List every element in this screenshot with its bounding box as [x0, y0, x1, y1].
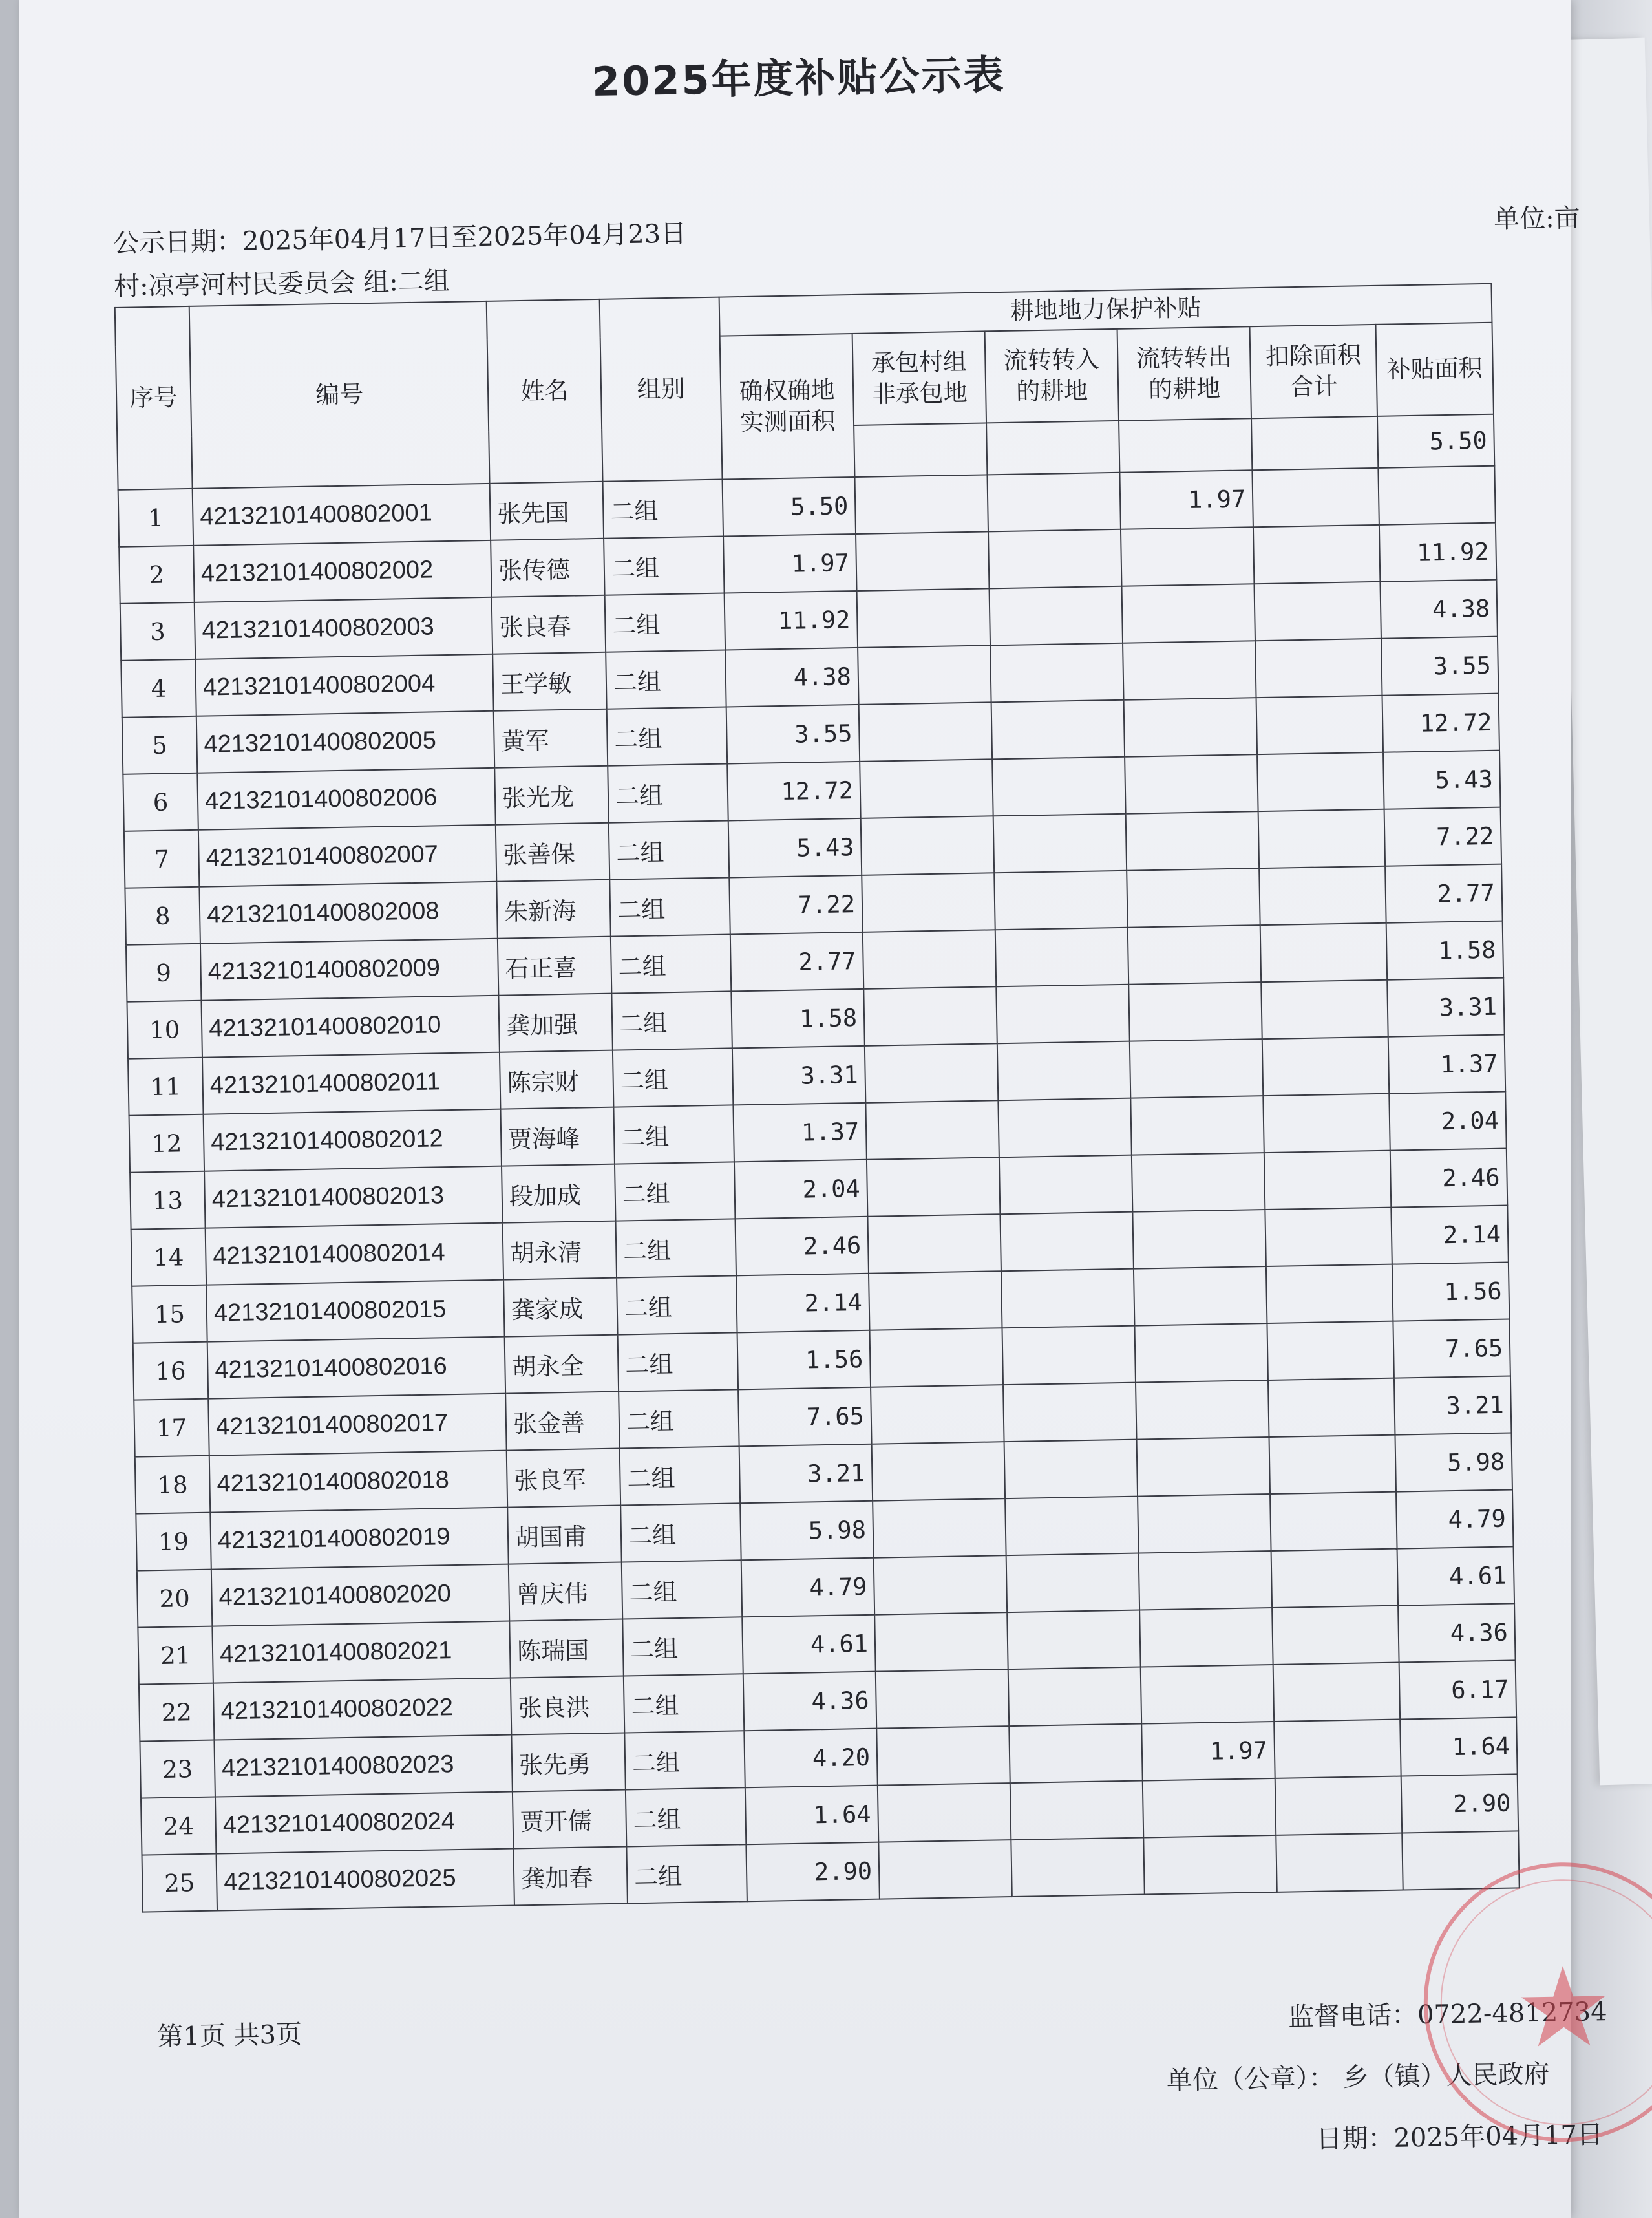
col-name-header: 姓名 [487, 299, 603, 484]
group-cell: 二组 [604, 537, 725, 595]
subsidy-table [114, 283, 1520, 1913]
subsidy-area-cell: 12.72 [1382, 694, 1500, 752]
transfer-out-cell [1132, 1210, 1266, 1269]
subsidy-area-cell [1378, 466, 1496, 525]
group-cell: 二组 [608, 763, 728, 822]
non-contract-cell [874, 1612, 1008, 1672]
seq-cell: 16 [133, 1342, 209, 1400]
subsidy-area-cell: 3.55 [1381, 637, 1499, 696]
group-cell: 二组 [620, 1503, 741, 1562]
seq-cell: 2 [119, 546, 195, 604]
empty-cell [1251, 416, 1378, 470]
measured-area-cell: 1.64 [745, 1786, 879, 1845]
transfer-in-cell [997, 1041, 1131, 1101]
code-cell: 42132101400802009 [200, 939, 498, 1001]
non-contract-cell [860, 759, 993, 818]
seq-cell: 12 [129, 1114, 205, 1173]
section-header: 耕地地力保护补贴 [719, 284, 1492, 336]
transfer-in-cell [998, 1098, 1132, 1158]
measured-area-cell: 2.77 [730, 932, 864, 992]
group-cell: 二组 [626, 1844, 747, 1903]
empty-cell [1119, 418, 1252, 473]
deduction-cell [1272, 1606, 1399, 1665]
measured-area-cell: 2.46 [735, 1217, 869, 1276]
name-cell: 贾开儒 [513, 1789, 627, 1848]
transfer-in-cell [990, 643, 1124, 703]
group-cell: 二组 [605, 593, 726, 652]
deduction-cell [1253, 525, 1381, 584]
seq-cell: 9 [126, 944, 202, 1002]
subsidy-area-cell: 1.37 [1388, 1035, 1506, 1094]
deduction-cell [1268, 1378, 1395, 1437]
star-icon: ★ [1513, 1943, 1614, 2073]
code-cell: 42132101400802020 [211, 1564, 509, 1626]
col-deduction-header: 扣除面积合计 [1250, 325, 1377, 418]
non-contract-cell [874, 1555, 1008, 1615]
transfer-out-cell [1121, 527, 1255, 586]
code-cell: 42132101400802013 [204, 1166, 502, 1228]
subsidy-area-cell: 2.77 [1385, 864, 1503, 923]
group-cell: 二组 [619, 1389, 739, 1448]
non-contract-cell [876, 1726, 1010, 1786]
non-contract-cell [878, 1840, 1012, 1899]
measured-area-cell: 11.92 [725, 591, 858, 650]
unit-label: 单位:亩 [1493, 203, 1581, 235]
non-contract-cell [872, 1442, 1006, 1501]
seq-cell: 22 [139, 1683, 215, 1742]
transfer-out-cell [1124, 698, 1258, 757]
subsidy-area-cell: 3.21 [1394, 1376, 1512, 1434]
name-cell: 张良军 [507, 1449, 621, 1508]
code-cell: 42132101400802023 [214, 1735, 512, 1797]
transfer-out-cell: 1.97 [1141, 1722, 1275, 1781]
deduction-cell [1270, 1492, 1397, 1551]
table-body [118, 466, 1520, 1912]
transfer-in-cell [999, 1155, 1133, 1215]
name-cell: 胡国甫 [507, 1506, 622, 1564]
seq-cell: 24 [141, 1797, 217, 1855]
seq-cell: 4 [121, 659, 196, 718]
subsidy-area-cell: 2.90 [1401, 1774, 1519, 1833]
non-contract-cell [859, 702, 993, 762]
transfer-in-cell [990, 586, 1123, 646]
group-cell: 二组 [613, 1105, 734, 1164]
code-cell: 42132101400802001 [193, 484, 491, 546]
subsidy-area-cell: 7.22 [1384, 807, 1502, 866]
transfer-out-cell [1127, 868, 1260, 928]
group-cell: 二组 [611, 991, 732, 1050]
subsidy-area-cell: 4.38 [1380, 580, 1498, 639]
seq-cell: 23 [140, 1740, 215, 1798]
measured-area-cell: 3.21 [739, 1444, 873, 1504]
seq-cell: 15 [132, 1285, 207, 1343]
transfer-out-cell [1134, 1323, 1268, 1383]
transfer-out-cell: 1.97 [1119, 470, 1253, 529]
col-group-header: 组别 [600, 297, 723, 482]
name-cell: 段加成 [502, 1164, 616, 1223]
col-transfer-in-header: 流转转入的耕地 [985, 329, 1119, 423]
group-cell: 二组 [626, 1787, 747, 1846]
transfer-in-cell [1010, 1781, 1144, 1840]
subsidy-area-cell: 6.17 [1399, 1660, 1517, 1719]
seq-cell: 19 [136, 1513, 211, 1571]
name-cell: 龚加强 [498, 994, 613, 1052]
deduction-cell [1261, 980, 1388, 1039]
transfer-in-cell [992, 757, 1126, 816]
non-contract-cell [871, 1385, 1004, 1444]
subsidy-area-cell: 4.61 [1397, 1546, 1515, 1605]
measured-area-cell: 2.04 [734, 1160, 868, 1219]
non-contract-cell [873, 1498, 1006, 1558]
transfer-in-cell [996, 985, 1130, 1044]
subsidy-area-cell: 1.64 [1400, 1717, 1518, 1776]
code-cell: 42132101400802015 [206, 1280, 504, 1342]
non-contract-cell [861, 816, 995, 875]
transfer-in-cell [1007, 1610, 1141, 1670]
document-title: 2025年度补贴公示表 [591, 50, 1006, 105]
deduction-cell [1274, 1720, 1401, 1778]
code-cell: 42132101400802011 [202, 1052, 500, 1114]
group-cell: 二组 [622, 1617, 743, 1676]
transfer-in-cell [995, 928, 1129, 987]
deduction-cell [1273, 1663, 1401, 1722]
seq-cell: 10 [127, 1001, 202, 1059]
code-cell: 42132101400802019 [210, 1508, 508, 1570]
non-contract-cell [857, 588, 991, 648]
subsidy-area-cell: 2.04 [1389, 1092, 1507, 1151]
measured-area-cell: 4.36 [743, 1672, 877, 1731]
name-cell: 张良春 [492, 595, 606, 654]
non-contract-cell [856, 531, 990, 591]
non-contract-cell [870, 1328, 1004, 1387]
group-cell: 二组 [622, 1560, 743, 1619]
deduction-cell [1265, 1208, 1392, 1266]
name-cell: 龚加春 [513, 1846, 628, 1905]
deduction-cell [1271, 1549, 1399, 1608]
transfer-out-cell [1137, 1437, 1271, 1497]
name-cell: 陈宗财 [500, 1050, 614, 1109]
group-cell: 二组 [607, 707, 728, 766]
deduction-cell [1276, 1833, 1403, 1892]
group-cell: 二组 [613, 1048, 734, 1107]
transfer-out-cell [1121, 584, 1255, 643]
subsidy-area-cell: 7.65 [1393, 1319, 1510, 1378]
measured-area-cell: 4.61 [742, 1615, 876, 1674]
name-cell: 张善保 [496, 823, 610, 882]
code-cell: 42132101400802010 [201, 996, 499, 1058]
transfer-out-cell [1128, 982, 1262, 1041]
group-cell: 二组 [616, 1219, 737, 1277]
measured-area-cell: 1.37 [733, 1103, 867, 1162]
code-cell: 42132101400802025 [217, 1849, 514, 1911]
transfer-out-cell [1143, 1778, 1276, 1838]
subsidy-area-cell: 1.56 [1392, 1263, 1510, 1321]
col-seq-header: 序号 [115, 306, 193, 490]
group-cell: 二组 [609, 877, 730, 936]
deduction-cell [1260, 923, 1388, 982]
measured-area-cell: 2.90 [746, 1842, 880, 1902]
transfer-out-cell [1139, 1551, 1273, 1610]
non-contract-cell [858, 645, 991, 705]
name-cell: 胡永清 [503, 1221, 617, 1280]
deduction-cell [1275, 1776, 1403, 1835]
subsidy-area-cell: 3.31 [1387, 978, 1505, 1037]
subsidy-area-cell: 11.92 [1379, 523, 1497, 582]
subsidy-area-cell: 4.36 [1398, 1603, 1516, 1662]
seq-cell: 3 [120, 602, 196, 661]
table-header [115, 284, 1495, 490]
measured-area-cell: 7.22 [729, 875, 863, 935]
transfer-in-cell [1006, 1553, 1140, 1613]
transfer-out-cell [1130, 1039, 1264, 1098]
measured-area-cell: 5.98 [740, 1501, 874, 1561]
code-cell: 42132101400802018 [209, 1451, 507, 1513]
empty-cell [854, 423, 987, 477]
name-cell: 张先勇 [511, 1733, 626, 1791]
subsidy-area-cell: 2.46 [1390, 1149, 1508, 1208]
name-cell: 龚家成 [503, 1278, 618, 1337]
non-contract-cell [862, 873, 995, 932]
code-cell: 42132101400802022 [213, 1678, 511, 1740]
group-cell: 二组 [606, 650, 726, 709]
seq-cell: 8 [125, 887, 200, 945]
measured-area-cell: 5.43 [728, 818, 862, 878]
transfer-out-cell [1128, 925, 1262, 985]
seq-cell: 18 [135, 1456, 211, 1514]
group-cell: 二组 [615, 1162, 736, 1221]
non-contract-cell [863, 930, 997, 989]
transfer-out-cell [1132, 1153, 1265, 1212]
transfer-out-cell [1139, 1608, 1273, 1667]
seq-cell: 11 [128, 1058, 204, 1116]
transfer-in-cell [987, 473, 1121, 532]
measured-area-cell: 7.65 [738, 1387, 872, 1447]
official-seal [1421, 1860, 1652, 2144]
transfer-in-cell [988, 529, 1122, 589]
seq-cell: 7 [124, 830, 200, 888]
transfer-in-cell [1003, 1383, 1137, 1442]
seq-cell: 1 [118, 489, 194, 547]
non-contract-cell [865, 1043, 999, 1103]
transfer-in-cell [994, 871, 1128, 930]
page-indicator: 第1页 共3页 [157, 2020, 302, 2053]
deduction-cell [1259, 866, 1386, 925]
transfer-out-cell [1143, 1835, 1277, 1895]
name-cell: 曾庆伟 [509, 1562, 623, 1621]
transfer-out-cell [1125, 754, 1258, 814]
deduction-cell [1254, 582, 1381, 641]
non-contract-cell [869, 1271, 1002, 1330]
transfer-in-cell [1005, 1497, 1139, 1556]
code-cell: 42132101400802016 [207, 1337, 505, 1399]
group-cell: 二组 [617, 1275, 737, 1334]
village-group-label: 村:凉亭河村民委员会 组:二组 [113, 266, 450, 302]
non-contract-cell [854, 475, 988, 534]
publish-date-range: 公示日期：2025年04月17日至2025年04月23日 [112, 219, 687, 259]
group-cell: 二组 [624, 1674, 745, 1733]
transfer-out-cell [1130, 1096, 1264, 1155]
deduction-cell [1252, 468, 1379, 527]
name-cell: 贾海峰 [500, 1107, 615, 1166]
non-contract-cell [867, 1157, 1001, 1217]
col-subsidy-area-header: 补贴面积 [1375, 323, 1493, 416]
measured-area-cell: 4.38 [725, 648, 859, 707]
seq-cell: 14 [131, 1228, 207, 1286]
group-cell: 二组 [624, 1731, 745, 1789]
name-cell: 张光龙 [494, 766, 609, 825]
name-cell: 张金善 [505, 1392, 620, 1451]
measured-area-cell: 3.55 [726, 705, 860, 764]
seq-cell: 20 [137, 1570, 213, 1628]
subsidy-area-cell: 5.43 [1383, 751, 1501, 809]
transfer-in-cell [1004, 1440, 1138, 1499]
measured-area-cell: 4.79 [741, 1558, 875, 1617]
seq-cell: 25 [142, 1854, 218, 1912]
seq-cell: 21 [138, 1626, 213, 1685]
deduction-cell [1258, 809, 1386, 868]
transfer-in-cell [1009, 1724, 1143, 1784]
name-cell: 王学敏 [492, 652, 607, 711]
seq-cell: 5 [122, 716, 198, 774]
transfer-out-cell [1136, 1380, 1269, 1440]
subsidy-area-cell: 2.14 [1391, 1206, 1509, 1264]
col-transfer-out-header: 流转转出的耕地 [1117, 326, 1251, 421]
code-cell: 42132101400802012 [204, 1109, 502, 1171]
group-cell: 二组 [620, 1446, 741, 1505]
subsidy-area-cell: 5.98 [1395, 1433, 1512, 1491]
transfer-out-cell [1134, 1266, 1267, 1326]
measured-area-cell: 1.97 [723, 534, 857, 593]
deduction-cell [1257, 752, 1384, 811]
non-contract-cell [878, 1783, 1011, 1842]
subsidy-area-cell: 4.79 [1396, 1489, 1514, 1548]
name-cell: 黄军 [494, 709, 608, 768]
code-cell: 42132101400802017 [208, 1394, 506, 1456]
deduction-cell [1255, 639, 1382, 698]
group-cell: 二组 [611, 934, 732, 993]
deduction-cell [1267, 1321, 1394, 1380]
subsidy-area-cell: 1.58 [1386, 921, 1504, 980]
seq-cell: 13 [130, 1171, 206, 1230]
group-cell: 二组 [603, 480, 724, 539]
name-cell: 张良洪 [511, 1676, 625, 1735]
measured-area-cell: 12.72 [727, 762, 861, 821]
notice-date: 日期：2025年04月17日 [1316, 2120, 1604, 2155]
name-cell: 张先国 [490, 482, 604, 540]
supervision-phone: 监督电话：0722-4812734 [1287, 1997, 1607, 2032]
document-sheet [110, 32, 1633, 2191]
code-cell: 42132101400802021 [212, 1621, 510, 1683]
col-measured-area-header: 确权确地实测面积 [720, 334, 855, 480]
seq-cell: 17 [134, 1399, 209, 1457]
code-cell: 42132101400802014 [206, 1223, 503, 1285]
subsidy-area-cell: 5.50 [1377, 414, 1494, 468]
deduction-cell [1256, 696, 1384, 754]
transfer-in-cell [1000, 1212, 1134, 1272]
empty-cell [986, 421, 1119, 475]
seq-cell: 6 [123, 773, 198, 831]
name-cell: 石正喜 [498, 937, 612, 996]
seal-unit-line: 单位（公章）： 乡（镇）人民政府 [1166, 2059, 1550, 2096]
group-cell: 二组 [609, 820, 730, 879]
group-cell: 二组 [618, 1332, 739, 1391]
measured-area-cell: 3.31 [732, 1046, 866, 1105]
name-cell: 张传德 [491, 539, 605, 597]
measured-area-cell: 4.20 [744, 1729, 878, 1788]
measured-area-cell: 5.50 [723, 477, 856, 537]
code-cell: 42132101400802006 [197, 768, 495, 830]
deduction-cell [1269, 1435, 1396, 1494]
non-contract-cell [876, 1669, 1010, 1729]
transfer-in-cell [1011, 1838, 1145, 1897]
name-cell: 朱新海 [496, 880, 611, 939]
non-contract-cell [867, 1214, 1001, 1274]
transfer-in-cell [1001, 1269, 1135, 1328]
document-page [19, 0, 1614, 2218]
code-cell: 42132101400802002 [193, 540, 491, 602]
transfer-out-cell [1141, 1665, 1275, 1724]
name-cell: 胡永全 [505, 1335, 619, 1394]
transfer-in-cell [993, 814, 1127, 873]
name-cell: 陈瑞国 [509, 1619, 624, 1678]
measured-area-cell: 1.58 [731, 989, 865, 1049]
code-cell: 42132101400802007 [198, 825, 496, 887]
code-cell: 42132101400802008 [199, 882, 497, 944]
measured-area-cell: 1.56 [737, 1330, 871, 1390]
code-cell: 42132101400802003 [195, 597, 492, 659]
transfer-in-cell [991, 700, 1125, 760]
deduction-cell [1262, 1037, 1390, 1096]
deduction-cell [1266, 1264, 1393, 1323]
transfer-in-cell [1002, 1326, 1136, 1385]
transfer-out-cell [1138, 1494, 1271, 1553]
deduction-cell [1264, 1151, 1392, 1210]
transfer-in-cell [1008, 1667, 1142, 1727]
code-cell: 42132101400802024 [215, 1792, 513, 1854]
code-cell: 42132101400802005 [196, 711, 494, 773]
col-non-contract-header: 承包村组非承包地 [852, 331, 986, 425]
transfer-out-cell [1126, 811, 1260, 871]
col-code-header: 编号 [189, 301, 490, 489]
non-contract-cell [863, 986, 997, 1046]
code-cell: 42132101400802004 [195, 654, 493, 716]
transfer-out-cell [1123, 641, 1256, 700]
measured-area-cell: 2.14 [736, 1274, 870, 1333]
deduction-cell [1263, 1094, 1390, 1153]
non-contract-cell [865, 1100, 999, 1160]
